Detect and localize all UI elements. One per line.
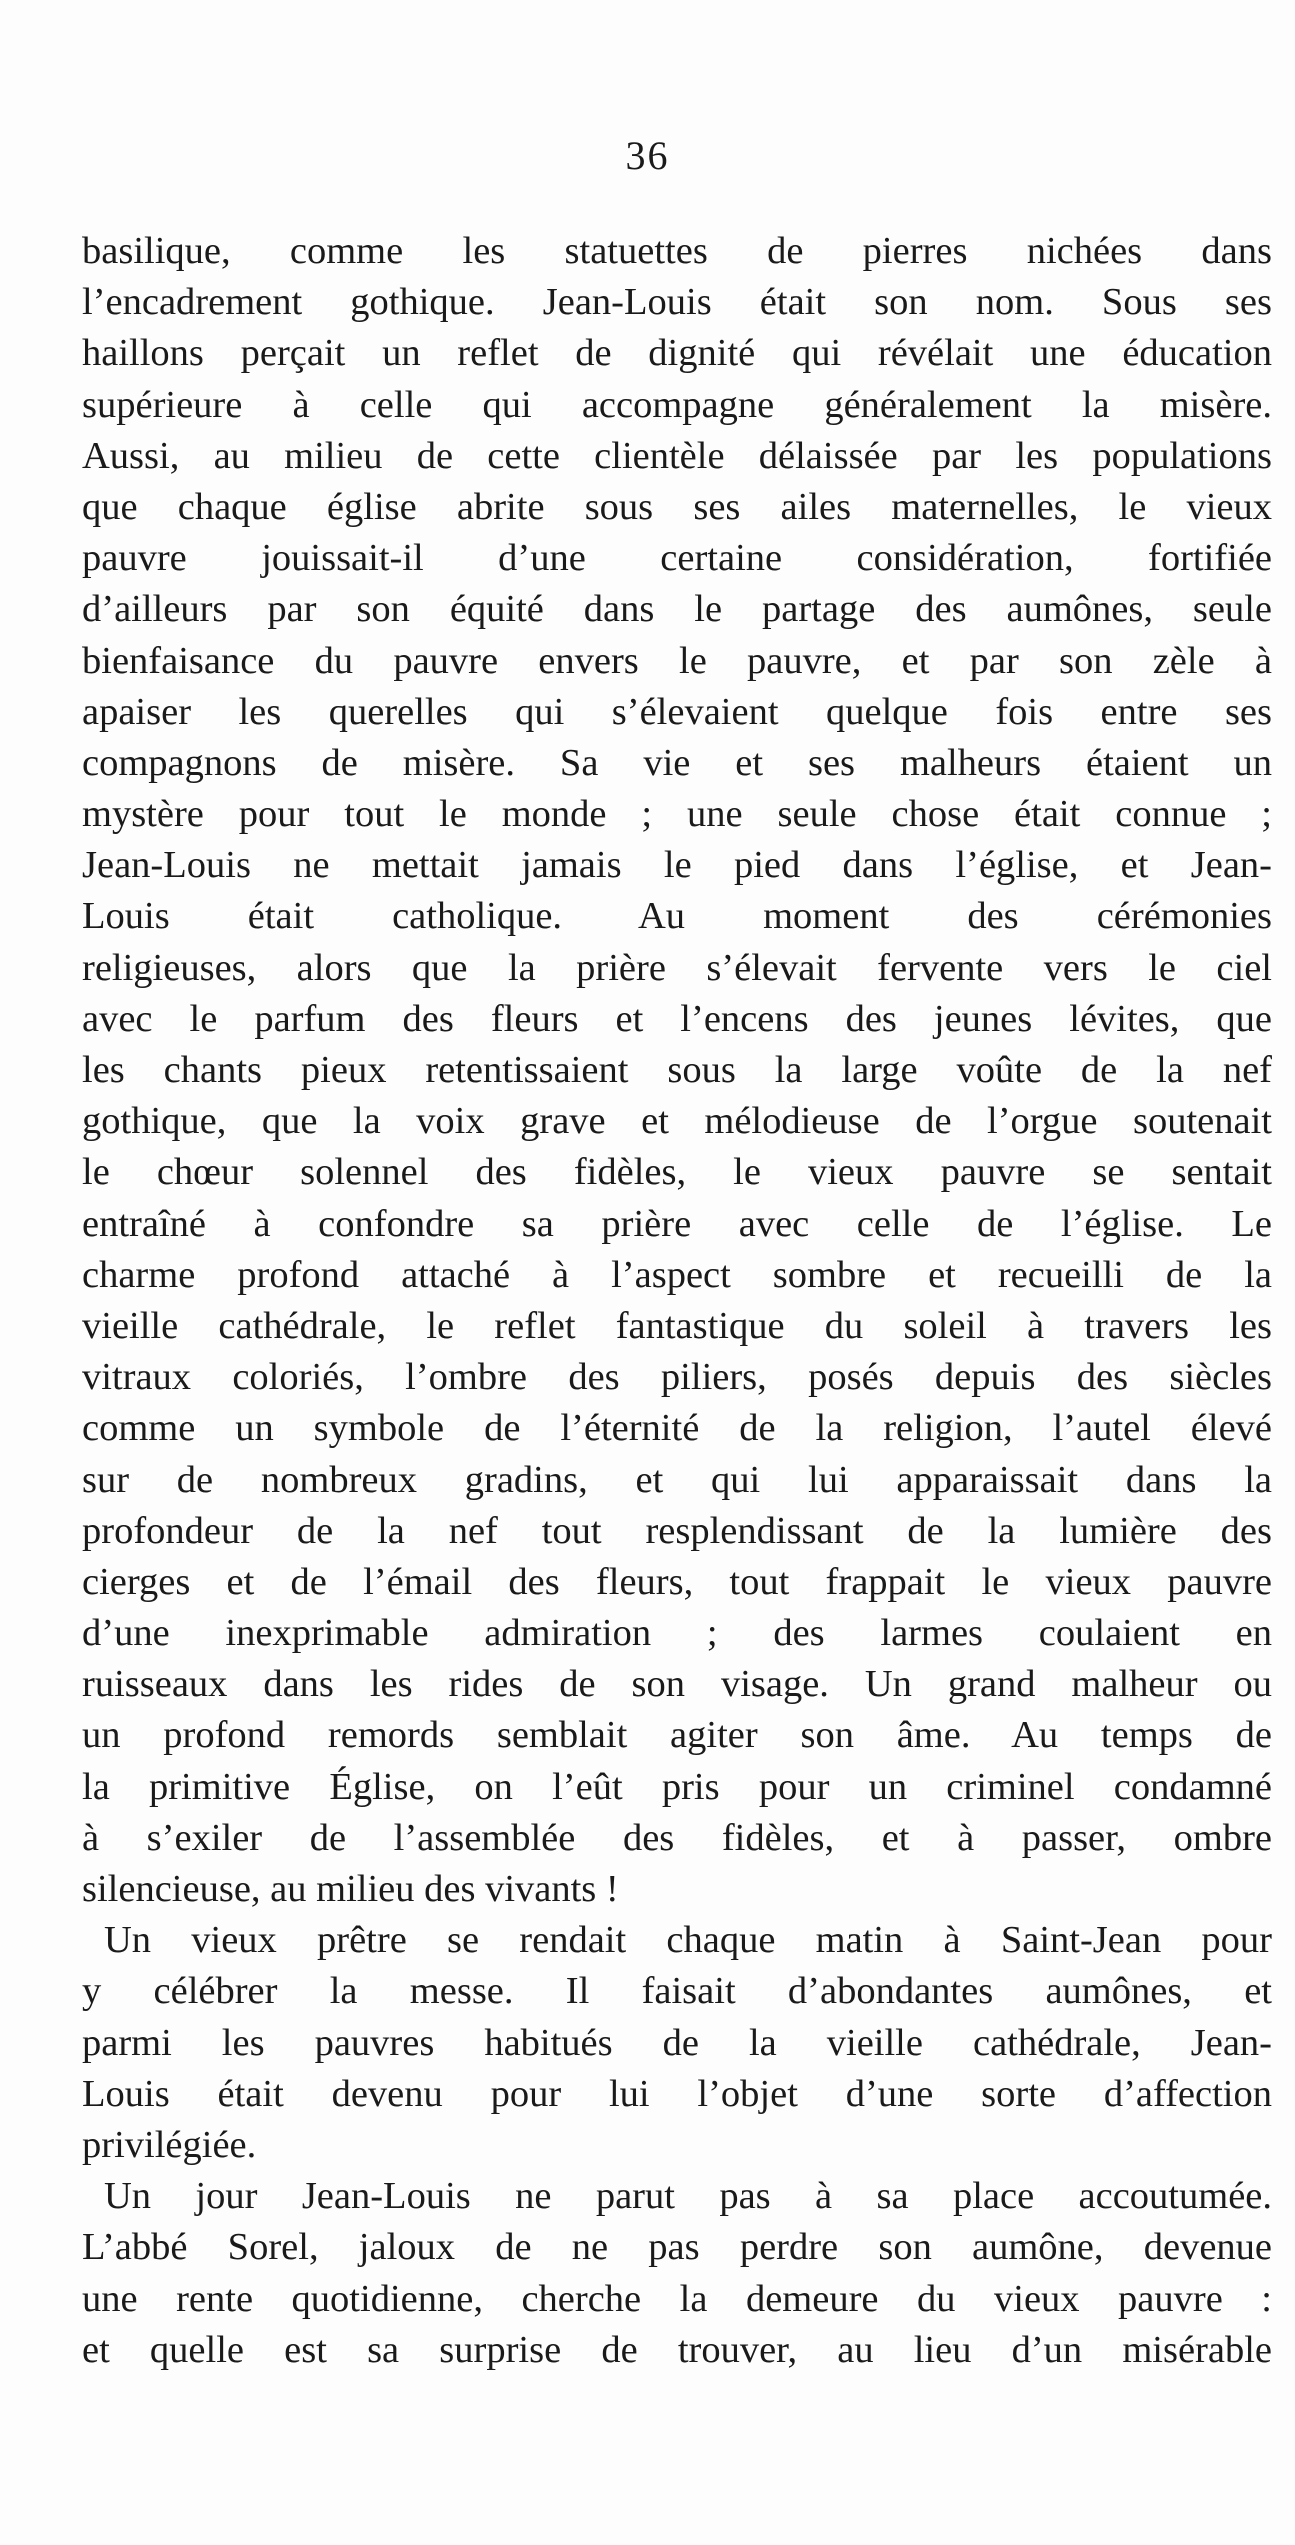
- paragraph: [82, 2171, 1272, 2376]
- text-line: la primitive Église, on l’eût pris pour un criminel condamné: [82, 1765, 1272, 1808]
- text-line: d’une inexprimable admiration ; des larmes coulaient en: [82, 1612, 1272, 1655]
- text-line: vieille cathédrale, le reflet fantastique du soleil à travers les: [82, 1304, 1272, 1347]
- text-line: l’encadrement gothique. Jean-Louis était son nom. Sous ses: [82, 281, 1272, 324]
- text-line: comme un symbole de l’éternité de la religion, l’autel élevé: [82, 1407, 1272, 1450]
- text-line: à s’exiler de l’assemblée des fidèles, et à passer, ombre: [82, 1816, 1272, 1859]
- text-line: L’abbé Sorel, jaloux de ne pas perdre son aumône, devenue: [82, 2226, 1272, 2269]
- paragraph: [82, 226, 1272, 1915]
- text-line: le chœur solennel des fidèles, le vieux pauvre se sentait: [82, 1151, 1272, 1194]
- text-line: sur de nombreux gradins, et qui lui apparaissait dans la: [82, 1458, 1272, 1501]
- text-line: profondeur de la nef tout resplendissant de la lumière des: [82, 1509, 1272, 1552]
- text-line: Un vieux prêtre se rendait chaque matin à Saint-Jean pour: [104, 1919, 1272, 1962]
- text-line: Louis était catholique. Au moment des cérémonies: [82, 895, 1272, 938]
- page-number: 36: [625, 133, 670, 178]
- text-line: Aussi, au milieu de cette clientèle délaissée par les populations: [82, 434, 1272, 477]
- text-line: cierges et de l’émail des fleurs, tout frappait le vieux pauvre: [82, 1560, 1272, 1603]
- text-line: Jean-Louis ne mettait jamais le pied dans l’église, et Jean-: [82, 844, 1272, 887]
- text-line: religieuses, alors que la prière s’élevait fervente vers le ciel: [82, 946, 1272, 989]
- text-line: pauvre jouissait-il d’une certaine considération, fortifiée: [82, 537, 1272, 580]
- text-line: compagnons de misère. Sa vie et ses malheurs étaient un: [82, 741, 1272, 784]
- text-line: vitraux coloriés, l’ombre des piliers, posés depuis des siècles: [82, 1356, 1272, 1399]
- paragraph: [82, 1915, 1272, 2171]
- text-line: parmi les pauvres habitués de la vieille cathédrale, Jean-: [82, 2021, 1272, 2064]
- text-line: bienfaisance du pauvre envers le pauvre, et par son zèle à: [82, 639, 1272, 682]
- body-text: [82, 226, 1272, 2376]
- text-line: silencieuse, au milieu des vivants !: [82, 1868, 619, 1910]
- text-line: haillons perçait un reflet de dignité qui révélait une éducation: [82, 332, 1272, 375]
- text-line: et quelle est sa surprise de trouver, au lieu d’un misérable: [82, 2328, 1272, 2371]
- text-line: ruisseaux dans les rides de son visage. Un grand malheur ou: [82, 1663, 1272, 1706]
- text-line: les chants pieux retentissaient sous la large voûte de la nef: [82, 1049, 1272, 1091]
- text-line: supérieure à celle qui accompagne généralement la misère.: [82, 383, 1272, 426]
- text-line: un profond remords semblait agiter son âme. Au temps de: [82, 1714, 1272, 1757]
- text-line: Louis était devenu pour lui l’objet d’une sorte d’affection: [82, 2072, 1272, 2115]
- text-line: apaiser les querelles qui s’élevaient quelque fois entre ses: [82, 690, 1272, 733]
- text-line: basilique, comme les statuettes de pierres nichées dans: [82, 230, 1272, 272]
- text-line: privilégiée.: [82, 2123, 257, 2166]
- text-line: d’ailleurs par son équité dans le partage des aumônes, seule: [82, 588, 1272, 631]
- text-line: entraîné à confondre sa prière avec celle de l’église. Le: [82, 1202, 1272, 1245]
- text-line: une rente quotidienne, cherche la demeure du vieux pauvre :: [82, 2277, 1272, 2320]
- text-line: Un jour Jean-Louis ne parut pas à sa place accoutumée.: [104, 2175, 1272, 2218]
- text-line: charme profond attaché à l’aspect sombre et recueilli de la: [82, 1253, 1272, 1296]
- text-line: mystère pour tout le monde ; une seule chose était connue ;: [82, 793, 1272, 836]
- text-line: avec le parfum des fleurs et l’encens des jeunes lévites, que: [82, 997, 1272, 1040]
- text-line: gothique, que la voix grave et mélodieuse de l’orgue soutenait: [82, 1100, 1272, 1143]
- text-line: y célébrer la messe. Il faisait d’abondantes aumônes, et: [82, 1970, 1272, 2013]
- text-line: que chaque église abrite sous ses ailes maternelles, le vieux: [82, 485, 1272, 528]
